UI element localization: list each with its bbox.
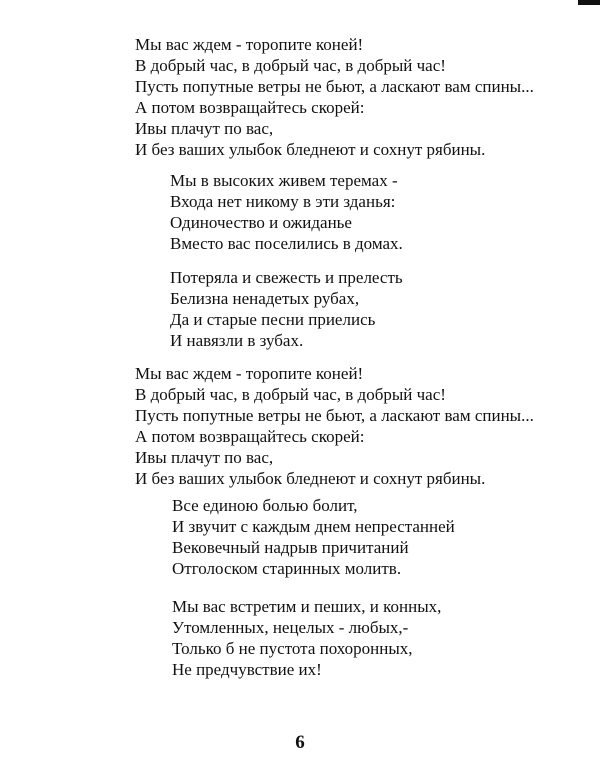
- stanza-line: Только б не пустота похоронных,: [172, 639, 413, 658]
- stanza-line: Одиночество и ожиданье: [170, 213, 352, 232]
- stanza-line: Ивы плачут по вас,: [135, 448, 274, 467]
- stanza-line: Не предчувствие их!: [172, 660, 322, 679]
- stanza-line: Да и старые песни приелись: [170, 310, 376, 329]
- stanza-line: В добрый час, в добрый час, в добрый час!: [135, 385, 446, 404]
- stanza-line: А потом возвращайтесь скорей:: [135, 427, 365, 446]
- stanza-line: Входа нет никому в эти зданья:: [170, 192, 396, 211]
- stanza-line: И навязли в зубах.: [170, 331, 304, 350]
- stanza-line: Мы в высоких живем теремах -: [170, 171, 398, 190]
- stanza-line: Вместо вас поселились в домах.: [170, 234, 403, 253]
- stanza-line: Мы вас ждем - торопите коней!: [135, 35, 364, 54]
- stanza-1: [135, 34, 534, 160]
- stanza-line: Пусть попутные ветры не бьют, а ласкают вам спины...: [135, 406, 534, 425]
- stanza-line: Белизна ненадетых рубах,: [170, 289, 360, 308]
- stanza-line: А потом возвращайтесь скорей:: [135, 98, 365, 117]
- stanza-line: Отголоском старинных молитв.: [172, 559, 402, 578]
- stanza-4: [135, 363, 534, 489]
- page-number: 6: [295, 732, 305, 753]
- stanza-line: Ивы плачут по вас,: [135, 119, 274, 138]
- stanza-line: И без ваших улыбок бледнеют и сохнут рябины.: [135, 140, 486, 159]
- stanza-line: Все единою болью болит,: [172, 496, 358, 515]
- stanza-line: Потеряла и свежесть и прелесть: [170, 268, 403, 287]
- stanza-line: Мы вас ждем - торопите коней!: [135, 364, 364, 383]
- stanza-line: Мы вас встретим и пеших, и конных,: [172, 597, 442, 616]
- stanza-line: И звучит с каждым днем непрестанней: [172, 517, 455, 536]
- stanza-line: Пусть попутные ветры не бьют, а ласкают вам спины...: [135, 77, 534, 96]
- stanza-line: Вековечный надрыв причитаний: [172, 538, 409, 557]
- stanza-2: [170, 170, 403, 254]
- scan-corner-mark: [578, 0, 600, 5]
- stanza-5: [172, 495, 455, 579]
- stanza-line: И без ваших улыбок бледнеют и сохнут рябины.: [135, 469, 486, 488]
- stanza-6: [172, 596, 441, 680]
- stanza-line: В добрый час, в добрый час, в добрый час!: [135, 56, 446, 75]
- stanza-line: Утомленных, нецелых - любых,-: [172, 618, 409, 637]
- stanza-3: [170, 267, 403, 351]
